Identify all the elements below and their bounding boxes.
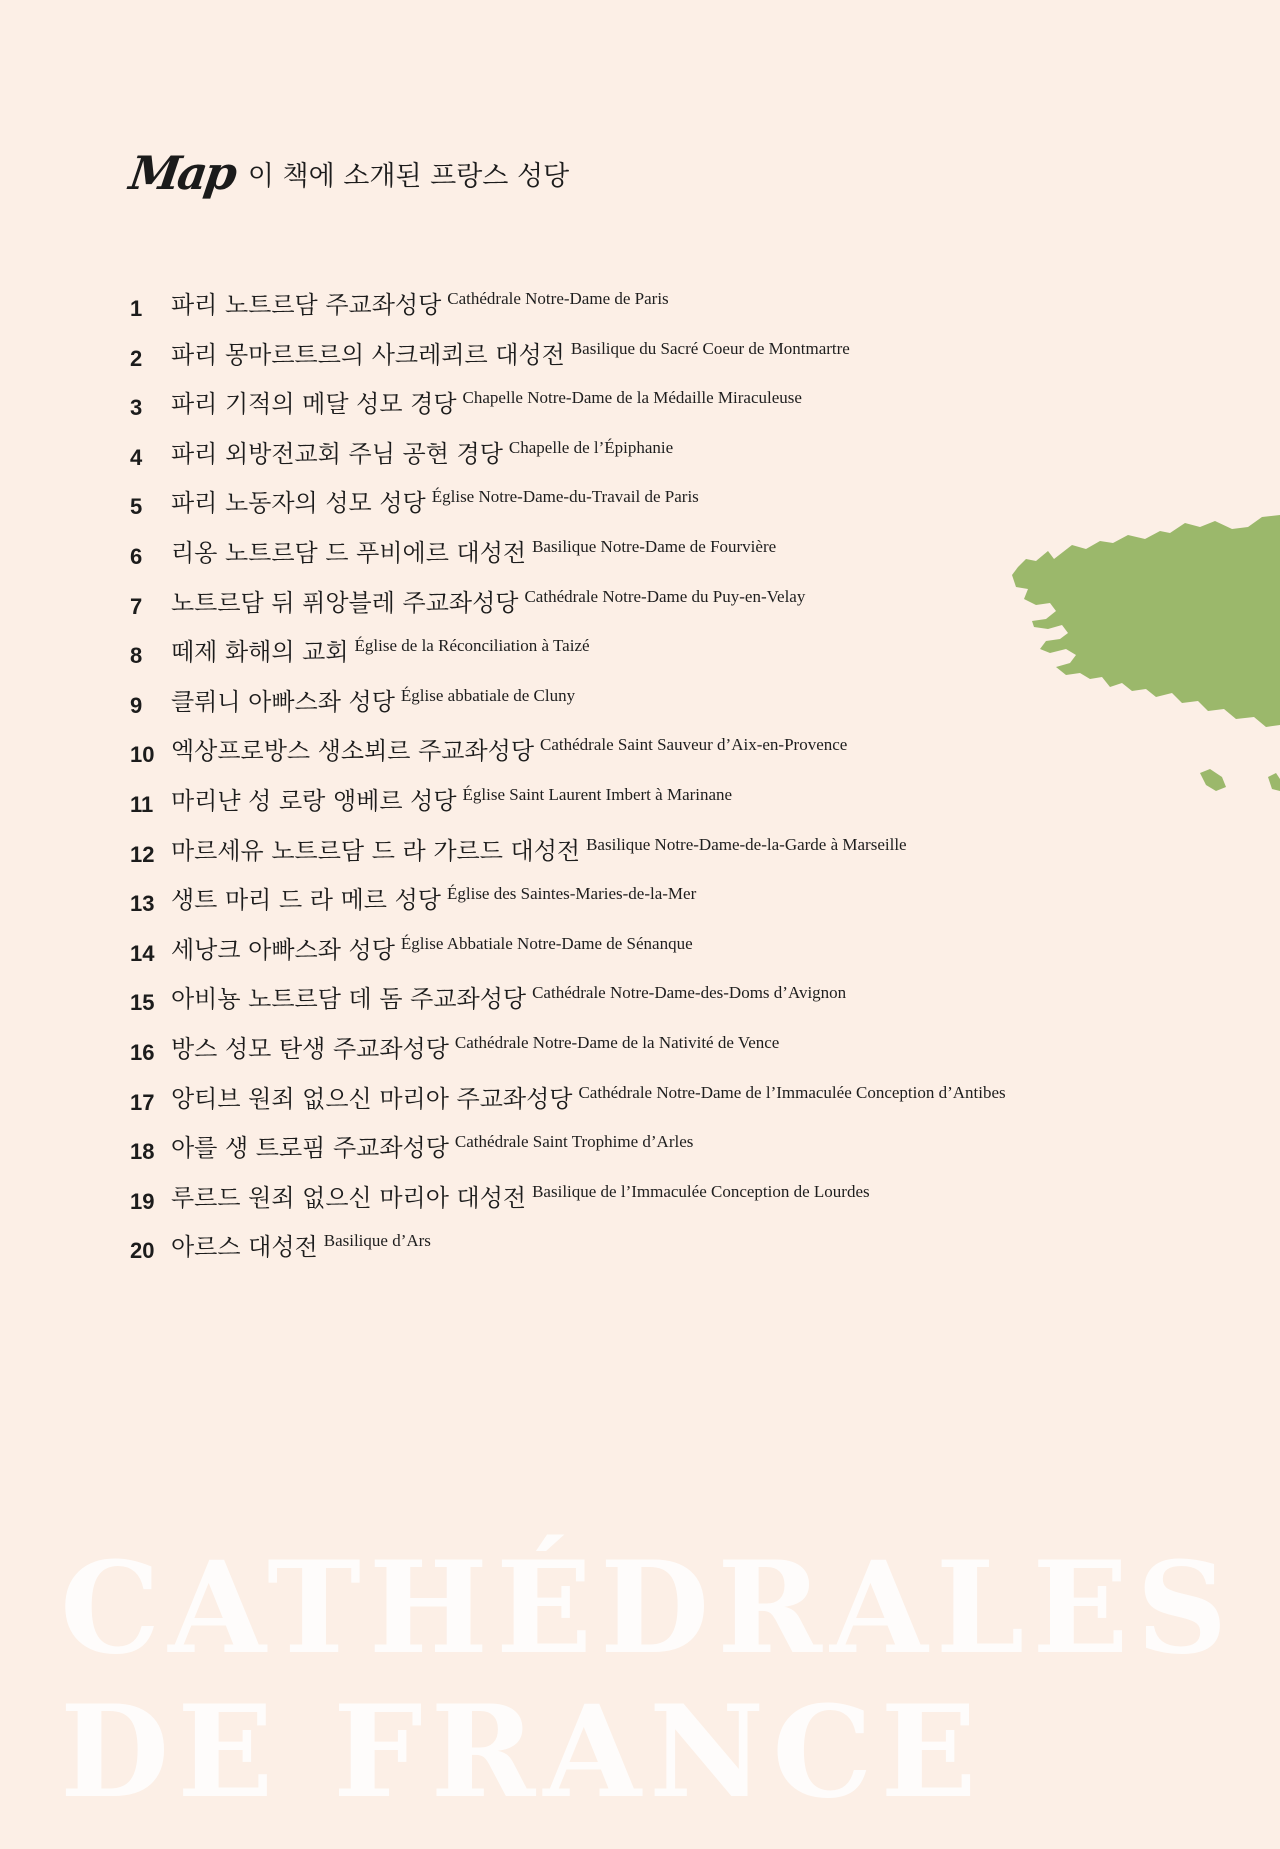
- cathedral-name-korean: 파리 외방전교회 주님 공현 경당: [171, 439, 503, 468]
- cathedral-name-french: Basilique Notre-Dame de Fourvière: [532, 536, 777, 556]
- cathedral-item: [130, 978, 1006, 1028]
- cathedral-number: 8: [130, 643, 143, 669]
- cathedral-name-french: Église Saint Laurent Imbert à Marinane: [462, 784, 733, 804]
- cathedral-item: [130, 929, 1006, 979]
- cathedral-name-korean: 앙티브 원죄 없으신 마리아 주교좌성당: [171, 1084, 573, 1113]
- cathedral-item: [130, 730, 1006, 780]
- cathedral-name-french: Basilique Notre-Dame-de-la-Garde à Marseille: [586, 834, 907, 854]
- cathedral-name-korean: 아비뇽 노트르담 데 돔 주교좌성당: [171, 985, 527, 1014]
- cathedral-item: [130, 582, 1006, 632]
- cathedral-number: 17: [130, 1089, 155, 1115]
- cathedral-number: 10: [130, 742, 155, 768]
- cathedral-name-french: Chapelle Notre-Dame de la Médaille Miraculeuse: [462, 388, 802, 408]
- cathedral-number: 16: [130, 1039, 155, 1065]
- cathedral-number: 7: [130, 593, 143, 619]
- cathedral-name-korean: 생트 마리 드 라 메르 성당: [171, 886, 441, 915]
- cathedral-name-french: Église abbatiale de Cluny: [400, 685, 576, 705]
- cathedral-number: 19: [130, 1188, 155, 1214]
- france-map-illustration: [1010, 515, 1280, 795]
- cathedral-item: [130, 532, 1006, 582]
- cathedral-name-french: Chapelle de l’Épiphanie: [508, 437, 674, 457]
- cathedral-item: [130, 383, 1006, 433]
- cathedral-name-korean: 클뤼니 아빠스좌 성당: [171, 687, 395, 716]
- watermark-line-1: CATHÉDRALES: [60, 1534, 1236, 1682]
- cathedral-number: 12: [130, 841, 155, 867]
- cathedral-name-korean: 파리 기적의 메달 성모 경당: [171, 390, 457, 419]
- cathedral-name-french: Basilique d’Ars: [323, 1231, 431, 1251]
- cathedral-name-korean: 떼제 화해의 교회: [171, 638, 349, 667]
- cathedral-name-french: Cathédrale Notre-Dame de Paris: [447, 289, 669, 308]
- cathedral-item: [130, 1127, 1006, 1177]
- cathedral-name-french: Église Notre-Dame-du-Travail de Paris: [431, 487, 699, 507]
- cathedral-name-french: Cathédrale Notre-Dame-des-Doms d’Avignon: [532, 983, 847, 1003]
- cathedral-name-french: Église des Saintes-Maries-de-la-Mer: [446, 884, 697, 904]
- cathedral-name-korean: 마리냔 성 로랑 앵베르 성당: [171, 786, 457, 815]
- cathedral-name-korean: 엑상프로방스 생소뵈르 주교좌성당: [171, 737, 535, 766]
- cathedral-item: [130, 482, 1006, 532]
- cathedral-item: [130, 1028, 1006, 1078]
- cathedral-name-french: Cathédrale Saint Sauveur d’Aix-en-Provence: [540, 735, 848, 755]
- cathedral-name-french: Église Abbatiale Notre-Dame de Sénanque: [400, 933, 693, 953]
- cathedral-item: [130, 879, 1006, 929]
- cathedral-name-korean: 노트르담 뒤 퓌앙블레 주교좌성당: [171, 588, 519, 617]
- cathedral-name-korean: 마르세유 노트르담 드 라 가르드 대성전: [171, 836, 581, 865]
- cathedral-number: 1: [130, 296, 143, 321]
- cathedral-name-korean: 리옹 노트르담 드 푸비에르 대성전: [171, 538, 527, 567]
- cathedral-item: [130, 1177, 1006, 1227]
- cathedral-number: 5: [130, 494, 143, 520]
- cathedral-item: [130, 830, 1006, 880]
- cathedral-number: 11: [130, 791, 154, 817]
- map-logo: Map: [126, 146, 238, 200]
- cathedral-item: [130, 1078, 1006, 1128]
- cathedral-name-french: Cathédrale Notre-Dame de l’Immaculée Conception d’Antibes: [578, 1082, 1006, 1102]
- cathedral-name-french: Cathédrale Notre-Dame de la Nativité de Vence: [454, 1032, 780, 1052]
- cathedral-number: 6: [130, 543, 143, 569]
- cathedral-name-french: Cathédrale Saint Trophime d’Arles: [454, 1132, 694, 1152]
- cathedral-number: 13: [130, 891, 155, 917]
- cathedral-number: 20: [130, 1238, 155, 1264]
- cathedral-item: [130, 433, 1006, 483]
- cathedral-number: 14: [130, 940, 155, 966]
- cathedral-name-french: Cathédrale Notre-Dame du Puy-en-Velay: [524, 586, 806, 606]
- cathedral-name-korean: 루르드 원죄 없으신 마리아 대성전: [171, 1183, 527, 1212]
- cathedral-name-korean: 파리 노동자의 성모 성당: [171, 489, 426, 518]
- cathedral-name-korean: 방스 성모 탄생 주교좌성당: [171, 1034, 449, 1063]
- cathedral-name-french: Basilique du Sacré Coeur de Montmartre: [570, 338, 850, 358]
- cathedral-name-korean: 아를 생 트로핌 주교좌성당: [171, 1134, 449, 1163]
- brittany-coast-shape: [1012, 515, 1280, 727]
- cathedral-name-korean: 아르스 대성전: [171, 1233, 318, 1262]
- cathedral-name-korean: 세낭크 아빠스좌 성당: [171, 935, 395, 964]
- cathedral-number: 15: [130, 990, 155, 1016]
- cathedral-item: [130, 780, 1006, 830]
- cathedral-name-korean: 파리 노트르담 주교좌성당: [171, 291, 442, 319]
- cathedral-number: 2: [130, 345, 143, 371]
- island-shape-small: [1268, 773, 1280, 791]
- cathedral-number: 9: [130, 692, 143, 718]
- cathedral-name-korean: 파리 몽마르트르의 사크레쾨르 대성전: [171, 340, 565, 369]
- watermark-line-2: DE FRANCE: [60, 1678, 985, 1826]
- cathedral-item: [130, 631, 1006, 681]
- cathedral-number: 3: [130, 395, 143, 421]
- background-watermark-title: [60, 1534, 1236, 1826]
- cathedral-item: [130, 284, 1006, 334]
- island-shape: [1200, 769, 1226, 791]
- cathedral-number: 4: [130, 444, 143, 470]
- cathedral-number: 18: [130, 1139, 155, 1165]
- page-title: 이 책에 소개된 프랑스 성당: [247, 161, 570, 192]
- cathedral-item: [130, 334, 1006, 384]
- cathedral-name-french: Église de la Réconciliation à Taizé: [354, 636, 590, 656]
- cathedral-item: [130, 681, 1006, 731]
- cathedral-list: [130, 284, 1006, 1276]
- page-header: [126, 146, 570, 200]
- cathedral-name-french: Basilique de l’Immaculée Conception de Lourdes: [532, 1181, 870, 1201]
- cathedral-item: [130, 1226, 1006, 1276]
